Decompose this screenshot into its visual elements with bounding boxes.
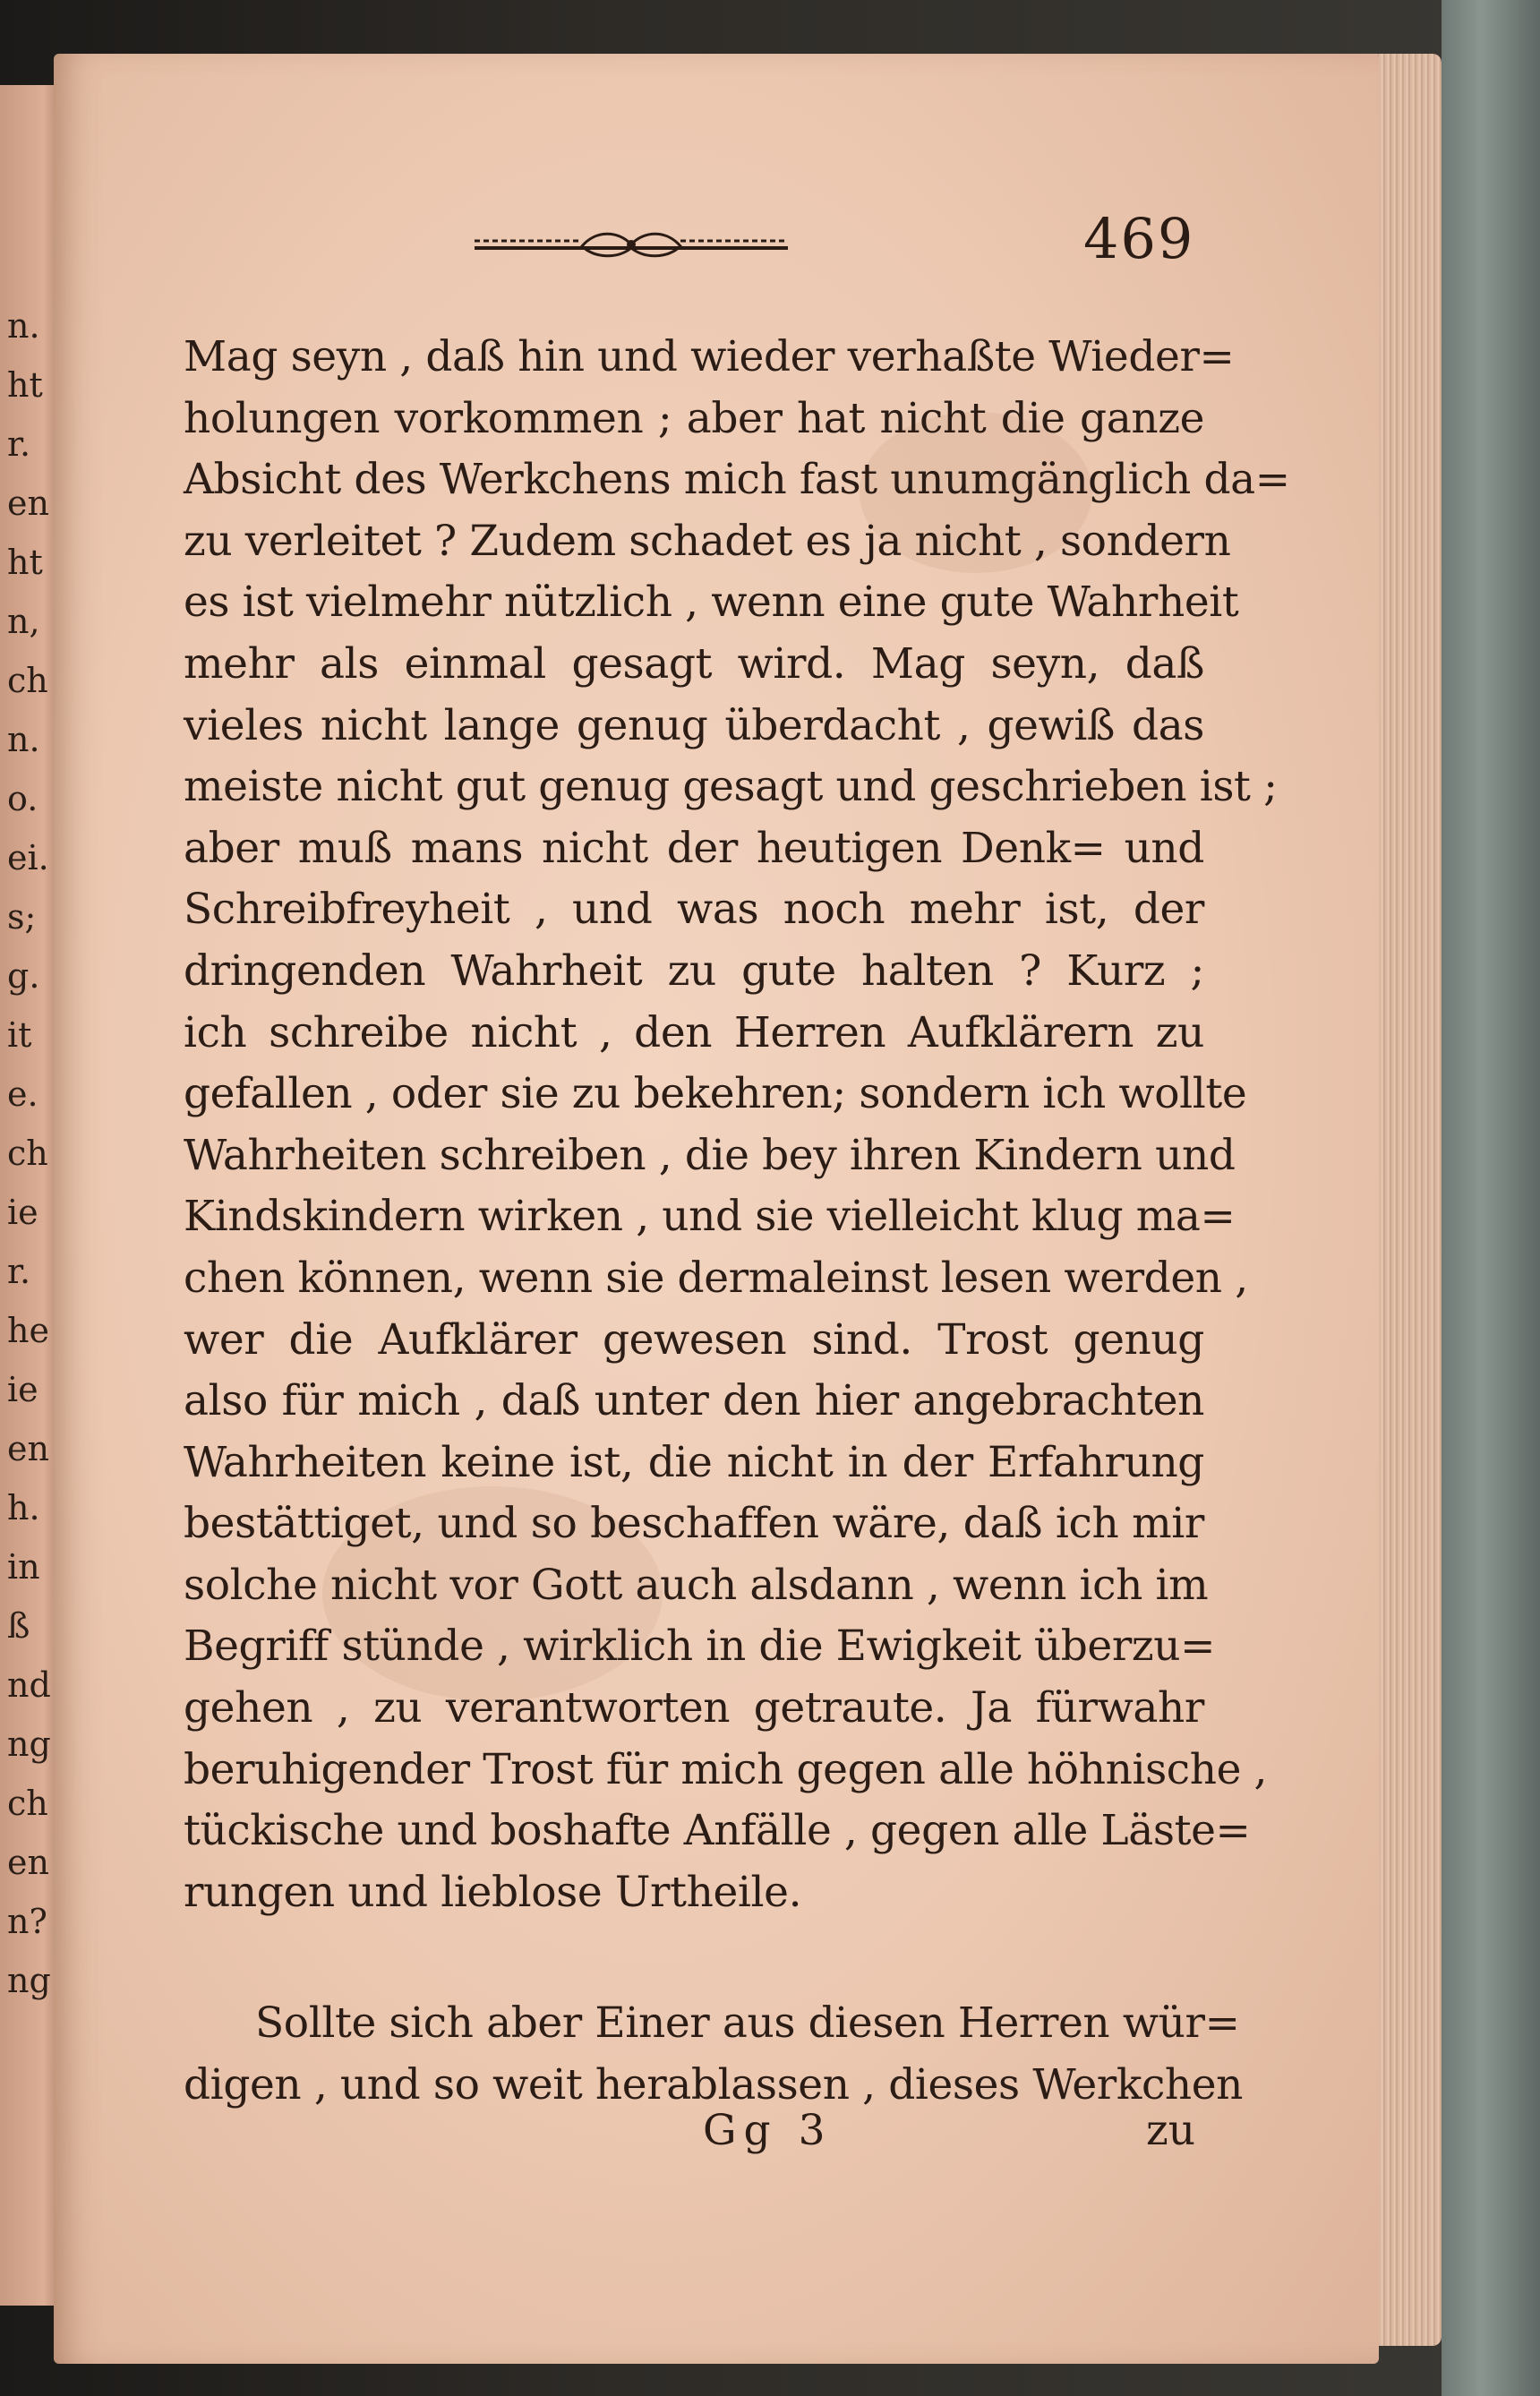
text-line: wer die Aufklärer gewesen sind. Trost genug [184,1314,1204,1365]
left-page-fragment: n. [7,306,40,346]
text-line: beruhigender Trost für mich gegen alle höhnische , [184,1744,1268,1794]
paragraph-gap [184,1923,1204,1993]
text-line: Sollte sich aber Einer aus diesen Herren wür= [255,1998,1240,2049]
text-line: vieles nicht lange genug überdacht , gewiß das [184,700,1204,750]
text-line: digen , und so weit herablassen , dieses Werkchen [184,2060,1244,2110]
page-number: 469 [1083,206,1195,271]
left-page-fragment: ß [7,1606,30,1646]
left-page-fragment: ch [7,1784,48,1823]
left-page-fragment: en [7,1429,49,1468]
text-line: Mag seyn , daß hin und wieder verhaßte Wieder= [184,332,1235,381]
text-line: also für mich , daß unter den hier angebrachten [184,1376,1204,1426]
text-line: meiste nicht gut genug gesagt und geschrieben ist ; [184,762,1278,812]
book-cover-edge [1442,0,1540,2396]
signature-mark: Gg 3 [703,2106,833,2155]
left-page-fragment: ht [7,543,43,582]
left-page-fragment: r. [7,424,31,464]
page-footer [184,2100,1195,2162]
left-page-fragment: it [7,1015,32,1055]
left-page-fragment: e. [7,1074,38,1114]
catchword: zu [1145,2106,1195,2155]
text-line: dringenden Wahrheit zu gute halten ? Kurz ; [184,946,1204,996]
left-page-fragment: h. [7,1488,40,1527]
left-page-fragment: nd [7,1665,51,1705]
left-page-fragment: o. [7,779,38,818]
text-line: solche nicht vor Gott auch alsdann , wenn ich im [184,1560,1209,1610]
text-line: mehr als einmal gesagt wird. Mag seyn, daß [184,638,1204,689]
text-line: zu verleitet ? Zudem schadet es ja nicht , sondern [184,516,1231,566]
left-page-fragment: ng [7,1961,51,2000]
text-line: ich schreibe nicht , den Herren Aufklärern zu [184,1007,1204,1057]
left-page-fragment: ch [7,1134,48,1173]
text-line: Wahrheiten keine ist, die nicht in der Erfahrung [184,1437,1204,1487]
text-line: tückische und boshafte Anfälle , gegen alle Läste= [184,1806,1251,1856]
text-line: Kindskindern wirken , und sie vielleicht klug ma= [184,1192,1236,1242]
text-line: Wahrheiten schreiben , die bey ihren Kindern und [184,1130,1236,1180]
text-line: Begriff stünde , wirklich in die Ewigkeit überzu= [184,1622,1216,1672]
book-page [54,54,1379,2364]
text-line: bestättiget, und so beschaffen wäre, daß ich mir [184,1499,1204,1549]
left-page-fragment: r. [7,1252,31,1291]
text-line: chen können, wenn sie dermaleinst lesen werden , [184,1253,1248,1303]
left-page-fragment: en [7,483,49,523]
left-page-fragment: ei. [7,838,49,877]
decorative-rule-ornament-icon [475,228,788,261]
text-line: holungen vorkommen ; aber hat nicht die ganze [184,393,1204,443]
left-page-fragment: in [7,1547,40,1587]
left-page-fragment: ht [7,365,43,405]
left-page-fragment: ie [7,1370,38,1409]
left-page-fragment: ie [7,1193,38,1232]
main-text-block [184,327,1290,2117]
text-line: es ist vielmehr nützlich , wenn eine gute Wahrheit [184,578,1239,628]
left-page-fragment: he [7,1311,49,1350]
left-page-fragment: n. [7,720,40,759]
text-line: Schreibfreyheit , und was noch mehr ist, der [184,885,1204,935]
text-line: gefallen , oder sie zu bekehren; sondern ich wollte [184,1069,1247,1119]
text-line: gehen , zu verantworten getraute. Ja fürwahr [184,1683,1204,1733]
left-page-fragment: n? [7,1902,47,1941]
left-page-fragment: ch [7,661,48,700]
text-line: aber muß mans nicht der heutigen Denk= und [184,823,1204,873]
text-line: Absicht des Werkchens mich fast unumgänglich da= [184,455,1290,505]
text-line: rungen und lieblose Urtheile. [184,1867,802,1917]
left-page-fragment: n, [7,602,40,641]
left-page-fragment: en [7,1843,49,1882]
left-page-fragment: s; [7,897,37,937]
left-page-fragment: g. [7,956,40,996]
left-page-fragment: ng [7,1724,51,1764]
